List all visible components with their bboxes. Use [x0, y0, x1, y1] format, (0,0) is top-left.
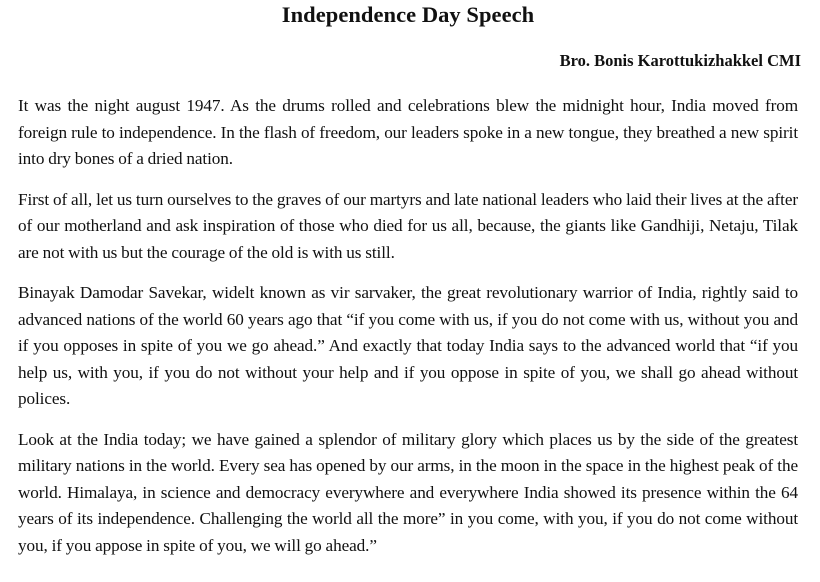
author-name: Bro. Bonis Karottukizhakkel CMI — [559, 51, 801, 70]
paragraph-1: It was the night august 1947. As the drums rolled and celebrations blew the midnight hour, India moved from foreign rule to independence. In the flash of freedom, our leaders spoke in a new tongue, they breathed a new spirit into dry bones of a dried nation. — [18, 96, 798, 168]
paragraph-4: Look at the India today; we have gained a splendor of military glory which places us by the side of the greatest military nations in the world. Every sea has opened by our arms, in the moon in the space in the highest peak of the world. Himalaya, in science and democracy everywhere and everywhere India showed its presence within the 64 years of its independence. Challenging the world all the more” in you come, with you, if you do not come without you, if you appose in spite of you, we will go ahead.” — [18, 429, 798, 555]
document-title: Independence Day Speech — [281, 2, 535, 27]
paragraph-3: Binayak Damodar Savekar, widelt known as vir sarvaker, the great revolutionary warrior of India, rightly said to advanced nations of the world 60 years ago that “if you come with us, if you do not come with us, without you and if you opposes in spite of you we go ahead.” And exactly that today India says to the advanced world that “if you help us, with you, if you do not without your help and if you oppose in spite of you, we shall go ahead without polices. — [18, 283, 798, 408]
paragraph-2: First of all, let us turn ourselves to the graves of our martyrs and late national leaders who laid their lives at the after of our motherland and ask inspiration of those who died for us all, because, the giants like Gandhiji, Netaju, Tilak are not with us but the courage of the old is with us still. — [18, 189, 798, 262]
